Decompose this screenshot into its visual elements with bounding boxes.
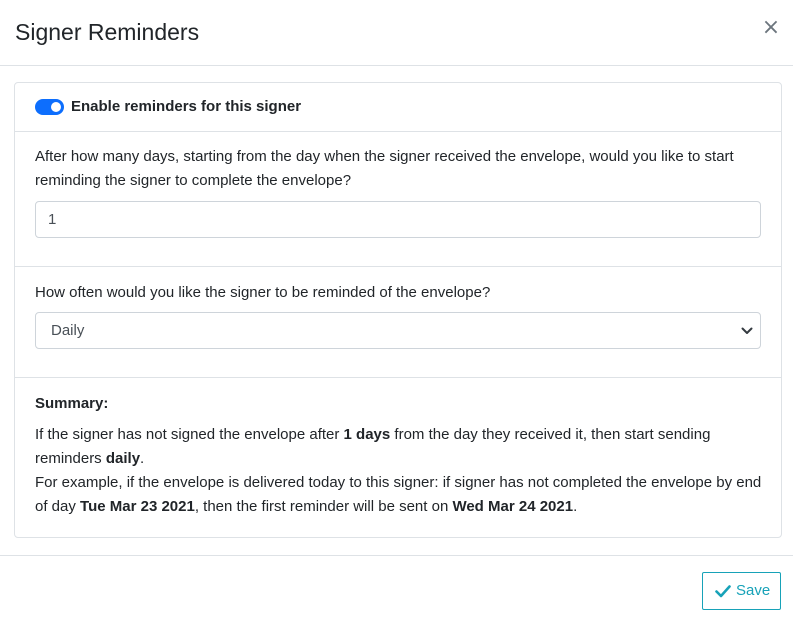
modal-footer [0,555,793,622]
summary-section [15,378,781,537]
close-icon: × [761,15,781,40]
summary-days-value: 1 days [343,426,391,443]
summary-frequency-value: daily [105,450,141,467]
reminder-frequency-section [15,267,781,378]
save-button[interactable] [702,572,781,610]
delay-days-input[interactable] [35,201,761,238]
summary-text-part: If the signer has not signed the envelope after [35,426,344,443]
delay-question: After how many days, starting from the day when the signer received the envelope, would you like to start reminding the signer to complete the envelope? [35,148,734,189]
enable-reminders-toggle[interactable] [35,99,64,115]
reminder-delay-section [15,132,781,267]
frequency-question: How often would you like the signer to be reminded of the envelope? [35,284,491,301]
enable-reminders-label: Enable reminders for this signer [71,98,302,115]
enable-reminders-section [15,83,781,132]
summary-text-part: . [140,450,145,467]
summary-text-part: from the day they received it, then start sending reminders [35,426,711,467]
summary-text-part: , then the first reminder will be sent on [194,498,453,515]
summary-text-part: . [573,498,578,515]
summary-first-reminder-date: Wed Mar 24 2021 [452,498,574,515]
frequency-selected-value: Daily [51,322,85,339]
summary-text-part: For example, if the envelope is delivered today to this signer: if signer has not completed the envelope by end of day [35,474,762,515]
summary-heading: Summary: [35,395,109,412]
summary-deadline-date: Tue Mar 23 2021 [80,498,195,515]
frequency-select[interactable] [35,312,761,349]
save-label: Save [736,582,771,599]
toggle-knob [51,102,61,112]
check-icon [715,585,731,598]
modal-title: Signer Reminders [15,19,200,45]
chevron-down-icon [741,326,753,336]
close-button[interactable] [761,16,781,40]
summary-text [35,423,765,519]
reminder-settings-card [14,82,782,538]
modal-header [0,0,793,66]
